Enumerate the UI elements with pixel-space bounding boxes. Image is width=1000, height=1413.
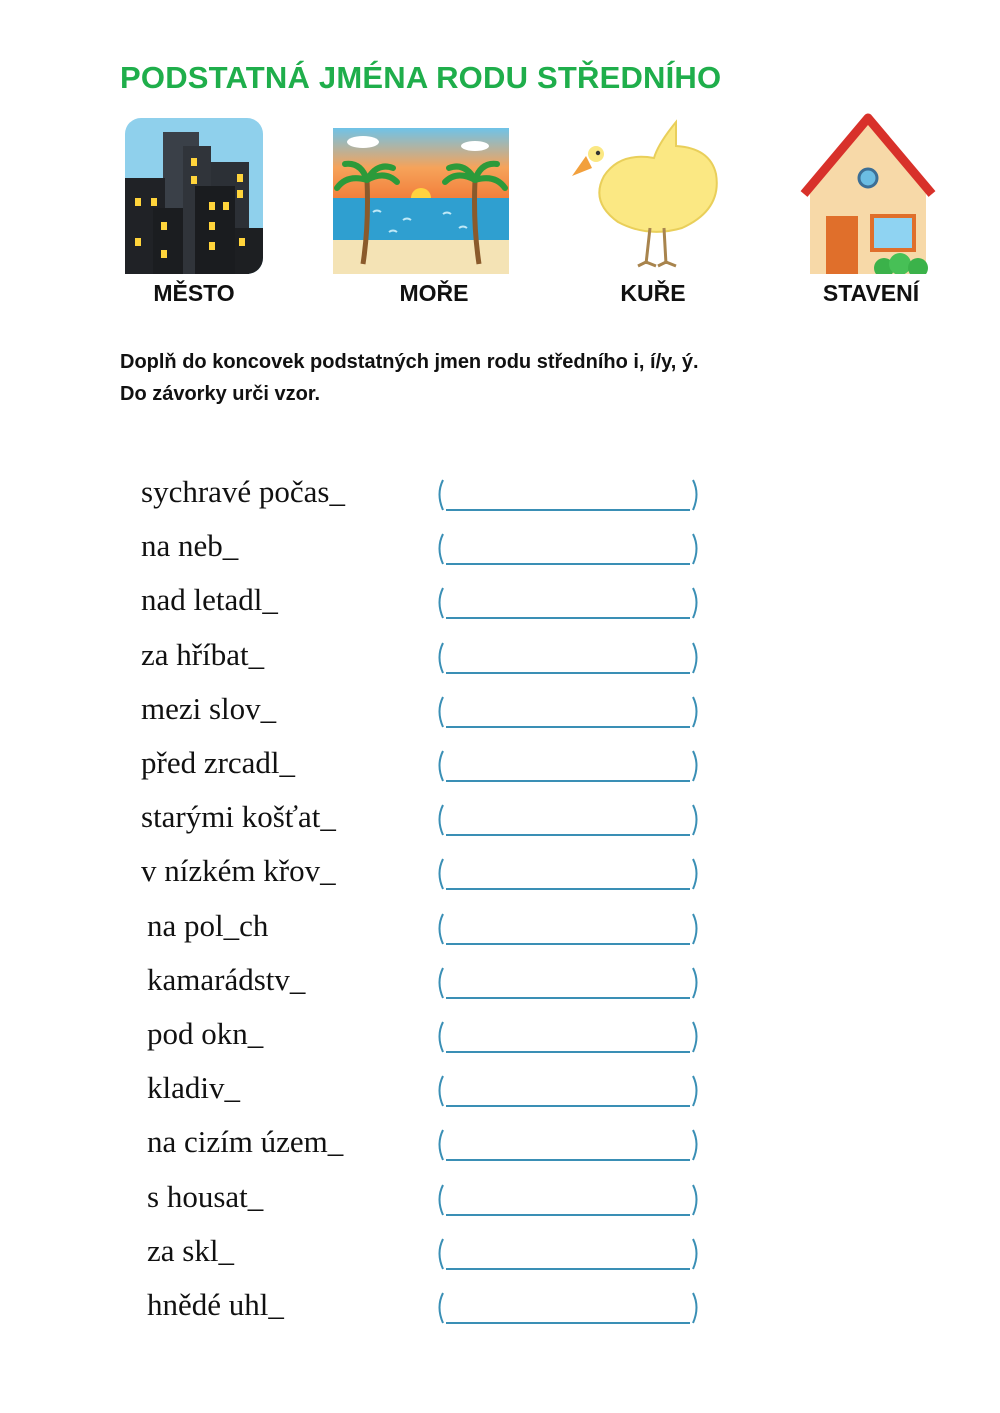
answer-blank[interactable] bbox=[434, 1289, 702, 1329]
picture-label-staveni: STAVENÍ bbox=[822, 280, 920, 306]
page-title: PODSTATNÁ JMÉNA RODU STŘEDNÍHO bbox=[120, 60, 722, 95]
answer-blank[interactable] bbox=[434, 584, 702, 624]
city-icon bbox=[125, 118, 263, 274]
instruction-line-1: Doplň do koncovek podstatných jmen rodu středního i, í/y, ý. bbox=[120, 351, 699, 373]
picture-label-kure: KUŘE bbox=[620, 280, 686, 306]
chick-icon bbox=[572, 118, 724, 274]
exercise-phrase: před zrcadl_ bbox=[141, 745, 296, 780]
exercise-phrase: sychravé počas_ bbox=[141, 474, 345, 509]
answer-blank[interactable] bbox=[434, 693, 702, 733]
answer-blank[interactable] bbox=[434, 1126, 702, 1166]
exercise-phrase: s housat_ bbox=[147, 1179, 264, 1214]
exercise-phrase: za skl_ bbox=[147, 1233, 234, 1268]
answer-blank[interactable] bbox=[434, 639, 702, 679]
answer-blank[interactable] bbox=[434, 855, 702, 895]
answer-blank[interactable] bbox=[434, 530, 702, 570]
exercise-phrase: v nízkém křov_ bbox=[141, 853, 336, 888]
answer-blank[interactable] bbox=[434, 1235, 702, 1275]
exercise-phrase: kladiv_ bbox=[147, 1070, 240, 1105]
answer-blank[interactable] bbox=[434, 1072, 702, 1112]
picture-label-mesto: MĚSTO bbox=[153, 280, 235, 306]
answer-blank[interactable] bbox=[434, 910, 702, 950]
house-icon bbox=[800, 112, 936, 274]
exercise-phrase: na pol_ch bbox=[147, 908, 269, 943]
instruction-line-2: Do závorky urči vzor. bbox=[120, 383, 321, 405]
exercise-phrase: nad letadl_ bbox=[141, 582, 278, 617]
answer-blank[interactable] bbox=[434, 964, 702, 1004]
exercise-phrase: starými košťat_ bbox=[141, 799, 336, 834]
sea-icon bbox=[333, 128, 509, 274]
exercise-phrase: za hříbat_ bbox=[141, 637, 265, 672]
answer-blank[interactable] bbox=[434, 1018, 702, 1058]
exercise-phrase: mezi slov_ bbox=[141, 691, 277, 726]
answer-blank[interactable] bbox=[434, 801, 702, 841]
exercise-phrase: hnědé uhl_ bbox=[147, 1287, 284, 1322]
picture-label-more: MOŘE bbox=[399, 280, 469, 306]
exercise-phrase: na cizím územ_ bbox=[147, 1124, 344, 1159]
answer-blank[interactable] bbox=[434, 1181, 702, 1221]
exercise-phrase: na neb_ bbox=[141, 528, 239, 563]
answer-blank[interactable] bbox=[434, 476, 702, 516]
answer-blank[interactable] bbox=[434, 747, 702, 787]
exercise-phrase: pod okn_ bbox=[147, 1016, 264, 1051]
exercise-phrase: kamarádstv_ bbox=[147, 962, 306, 997]
